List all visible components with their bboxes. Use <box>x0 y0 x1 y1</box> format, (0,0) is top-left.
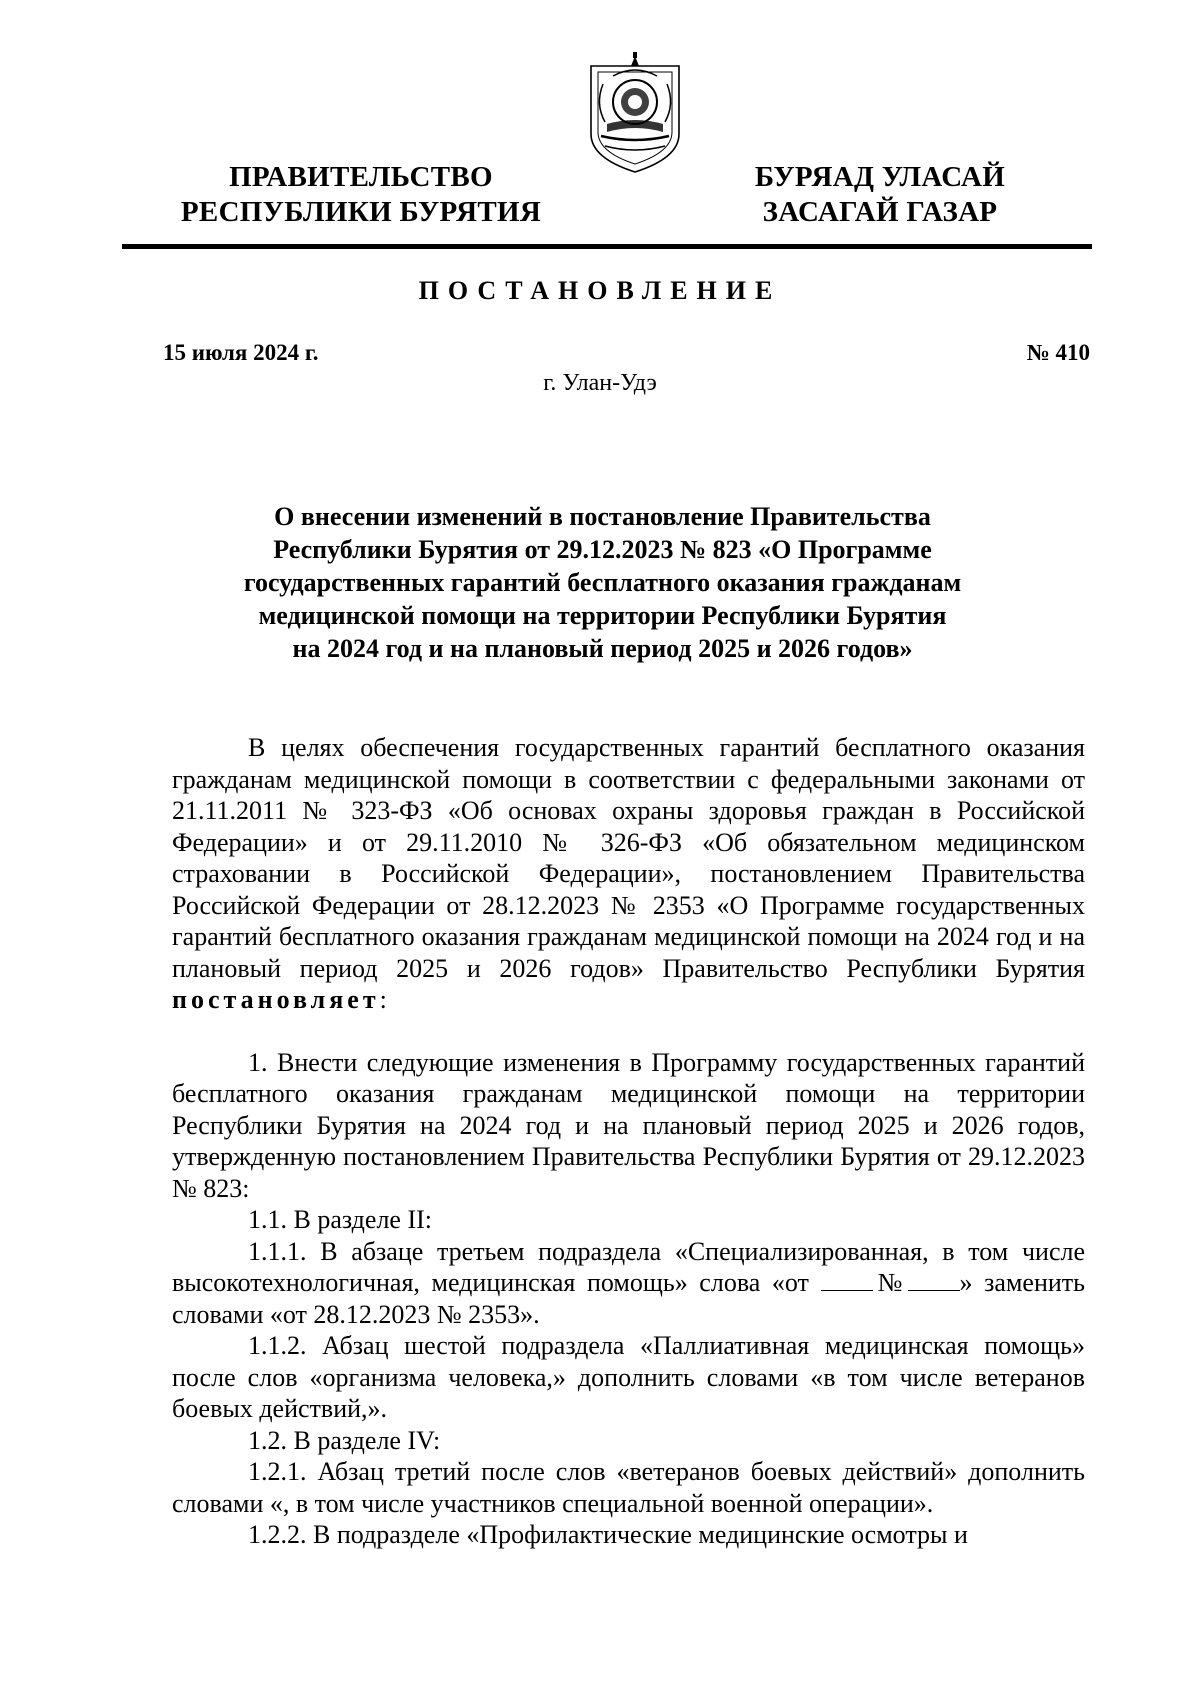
item-1-1-1 <box>172 1236 1085 1331</box>
issuer-name-bua-line2: ЗАСАГАЙ ГАЗАР <box>762 196 998 228</box>
item-1-1-2: 1.1.2. Абзац шестой подраздела «Паллиативная медицинская помощь» после слов «организма человека,» дополнить словами «в том числе ветеранов боевых действий,». <box>172 1331 1085 1423</box>
preamble-paragraph <box>172 732 1085 1016</box>
item-1-1-1-text-a: 1.1.1. В абзаце третьем подраздела «Специализированная, в том числе высокотехнологичная, медицинская помощь» слова «от <box>172 1236 1085 1297</box>
document-number: № 410 <box>1026 340 1090 365</box>
issuer-name-ru-line2: РЕСПУБЛИКИ БУРЯТИЯ <box>180 196 542 228</box>
resolves-word: постановляет <box>172 985 380 1014</box>
item-1-2-1: 1.2.1. Абзац третий после слов «ветеранов боевых действий» дополнить словами «, в том числе участников специальной военной операции». <box>172 1457 1085 1518</box>
title-line: О внесении изменений в постановление Правительства <box>274 502 931 531</box>
item-1-2: 1.2. В разделе IV: <box>248 1425 441 1455</box>
item-1: 1. Внести следующие изменения в Программу государственных гарантий бесплатного оказания гражданам медицинской помощи на территории Республики Бурятия на 2024 год и на плановый период 2025 и 2026 годов, утвержденную постановлением Правительства Республики Бурятия от 29.12.2023 № 823: <box>172 1047 1085 1203</box>
document-date: 15 июля 2024 г. <box>163 340 319 365</box>
issuer-name-bua <box>730 160 1030 230</box>
document-title <box>200 500 1005 665</box>
item-1-1: 1.1. В разделе II: <box>248 1205 433 1234</box>
item-1-2-2: 1.2.2. В подразделе «Профилактические медицинские осмотры и <box>248 1520 968 1549</box>
blank-number-field <box>908 1268 960 1291</box>
document-city: г. Улан-Удэ <box>543 370 657 396</box>
coat-of-arms-icon <box>585 50 685 174</box>
issuer-name-ru-line1: ПРАВИТЕЛЬСТВО <box>229 161 493 193</box>
item-1-1-1-text-b: » заменить словами «от 28.12.2023 № 2353». <box>172 1268 1085 1329</box>
blank-date-field <box>821 1268 873 1291</box>
document-type: ПОСТАНОВЛЕНИЕ <box>418 276 782 305</box>
title-line: Республики Бурятия от 29.12.2023 № 823 «О Программе <box>273 535 932 564</box>
issuer-name-ru <box>176 160 546 230</box>
header-divider <box>122 244 1092 249</box>
issuer-name-bua-line1: БУРЯАД УЛАСАЙ <box>754 161 1006 193</box>
preamble-text: В целях обеспечения государственных гарантий бесплатного оказания гражданам медицинской помощи в соответствии с федеральными законами от 21.11.2011 № 323-ФЗ «Об основах охраны здоровья граждан в Российской Федерации» и от 29.11.2010 № 326-ФЗ «Об обязательном медицинском страховании в Российской Федерации», постановлением Правительства Российской Федерации от 28.12.2023 № 2353 «О Программе государственных гарантий бесплатного оказания гражданам медицинской помощи на 2024 год и на плановый период 2025 и 2026 годов» Правительство Республики Бурятия <box>172 733 1085 983</box>
item-1-1-1-number-sign: № <box>872 1268 908 1297</box>
document-body <box>172 732 1085 1551</box>
resolves-colon: : <box>379 985 387 1014</box>
title-line: на 2024 год и на плановый период 2025 и 2026 годов» <box>292 634 913 663</box>
title-line: медицинской помощи на территории Республики Бурятия <box>258 601 947 630</box>
title-line: государственных гарантий бесплатного оказания гражданам <box>243 568 962 597</box>
